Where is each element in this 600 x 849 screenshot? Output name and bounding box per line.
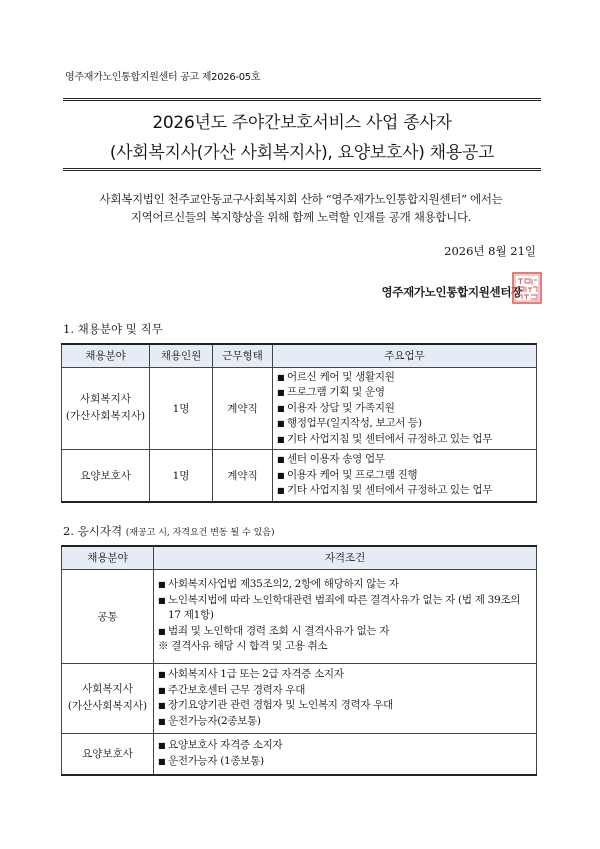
list-item: ■ 기타 사업지침 및 센터에서 규정하고 있는 업무 <box>277 432 532 448</box>
qualification-table <box>61 545 537 776</box>
intro-line-1: 사회복지법인 천주교안동교구사회복지회 산하 “영주재가노인통합지원센터” 에서는 <box>99 192 503 206</box>
list-item: ■ 장기요양기관 관련 경험자 및 노인복지 경력자 우대 <box>158 698 532 714</box>
section-1-title: 1. 채용분야 및 직무 <box>63 322 163 336</box>
field-cell: 요양보호사 <box>62 733 154 775</box>
field-cell: 요양보호사 <box>62 450 150 502</box>
notice-date: 2026년 8월 21일 <box>444 244 536 258</box>
list-item: ■ 주간보호센터 근무 경력자 우대 <box>158 683 532 699</box>
header-field: 채용분야 <box>62 546 154 569</box>
intro-line-2: 지역어르신들의 복지향상을 위해 함께 노력할 인재를 공개 채용합니다. <box>130 210 472 224</box>
official-seal-icon <box>512 272 542 304</box>
recruitment-table <box>61 343 537 503</box>
list-item: ■ 이용자 케어 및 프로그램 진행 <box>277 468 532 484</box>
square-bullet-icon: ■ <box>158 685 166 695</box>
table-row <box>62 450 537 502</box>
table-header-row <box>62 546 537 569</box>
list-item: ■ 운전가능자 (1종보통) <box>158 754 532 770</box>
header-duties: 주요업무 <box>273 344 537 367</box>
square-bullet-icon: ■ <box>158 756 166 766</box>
header-count: 채용인원 <box>150 344 213 367</box>
qualification-cell <box>154 569 537 663</box>
square-bullet-icon: ■ <box>277 486 285 495</box>
notice-number: 영주재가노인통합지원센터 공고 제2026-05호 <box>65 72 261 83</box>
section-2-title <box>63 523 275 539</box>
field-cell <box>62 367 150 450</box>
field-sublabel: (가산사회복지사) <box>65 410 146 423</box>
duties-cell <box>273 450 537 502</box>
list-item: ■ 요양보호사 자격증 소지자 <box>158 738 532 754</box>
title-line-2: (사회복지사(가산 사회복지사), 요양보호사) 채용공고 <box>109 143 495 163</box>
field-label: 사회복지사 <box>82 683 133 695</box>
square-bullet-icon: ■ <box>158 670 166 679</box>
section-2-note: (재공고 시, 자격요건 변동 될 수 있음) <box>125 528 275 538</box>
table-header-row <box>62 344 537 367</box>
square-bullet-icon: ■ <box>277 388 285 397</box>
list-item: ■ 프로그램 기획 및 운영 <box>277 385 532 401</box>
count-cell: 1명 <box>150 450 213 502</box>
table-row <box>62 733 537 775</box>
list-item: ■ 사회복지사업법 제35조의2, 2항에 해당하지 않는 자 <box>158 577 532 593</box>
field-sublabel: (가산사회복지사) <box>67 700 148 712</box>
table-row <box>62 569 537 663</box>
qualification-cell <box>154 733 537 775</box>
type-cell: 계약직 <box>213 450 273 502</box>
square-bullet-icon: ■ <box>277 419 285 428</box>
square-bullet-icon: ■ <box>158 741 166 751</box>
list-item: ■ 센터 이용자 송영 업무 <box>277 452 532 468</box>
list-item: ■ 범죄 및 노인학대 경력 조회 시 결격사유가 없는 자 <box>158 624 532 640</box>
list-item: ■ 기타 사업지침 및 센터에서 규정하고 있는 업무 <box>277 483 532 499</box>
field-cell <box>62 663 154 733</box>
title-box <box>63 98 541 171</box>
square-bullet-icon: ■ <box>277 434 285 444</box>
table-row <box>62 367 537 450</box>
list-item: ■ 이용자 상담 및 가족지원 <box>277 401 532 417</box>
count-cell: 1명 <box>150 367 213 450</box>
header-type: 근무형태 <box>213 344 273 367</box>
list-item: ■ 노인복지법에 따라 노인학대관련 범죄에 따른 결격사유가 없는 자 (법 제 39조의 17 제1항) <box>158 593 532 624</box>
square-bullet-icon: ■ <box>158 580 166 590</box>
square-bullet-icon: ■ <box>277 403 285 413</box>
header-field: 채용분야 <box>62 344 150 367</box>
header-qualification: 자격조건 <box>154 546 537 569</box>
signer-name: 영주재가노인통합지원센터장 <box>381 285 522 299</box>
field-label: 사회복지사 <box>80 393 131 406</box>
square-bullet-icon: ■ <box>277 470 285 480</box>
title-line-1: 2026년도 주야간보호서비스 사업 종사자 <box>152 113 452 133</box>
qualification-cell <box>154 663 537 733</box>
square-bullet-icon: ■ <box>277 372 285 382</box>
square-bullet-icon: ■ <box>158 716 166 726</box>
list-item: ■ 사회복지사 1급 또는 2급 자격증 소지자 <box>158 667 532 683</box>
list-item: ■ 어르신 케어 및 생활지원 <box>277 370 532 386</box>
square-bullet-icon: ■ <box>158 595 166 605</box>
section-2-label: 2. 응시자격 <box>63 524 123 538</box>
list-item: ■ 운전가능자(2종보통) <box>158 714 532 730</box>
table-row <box>62 663 537 733</box>
square-bullet-icon: ■ <box>158 626 166 636</box>
type-cell: 계약직 <box>213 367 273 450</box>
disqualification-note: ※ 결격사유 해당 시 합격 및 고용 취소 <box>158 640 328 653</box>
square-bullet-icon: ■ <box>277 455 285 464</box>
square-bullet-icon: ■ <box>158 701 166 710</box>
duties-cell <box>273 367 537 450</box>
list-item: ■ 행정업무(일지작성, 보고서 등) <box>277 416 532 432</box>
field-cell: 공통 <box>62 569 154 663</box>
